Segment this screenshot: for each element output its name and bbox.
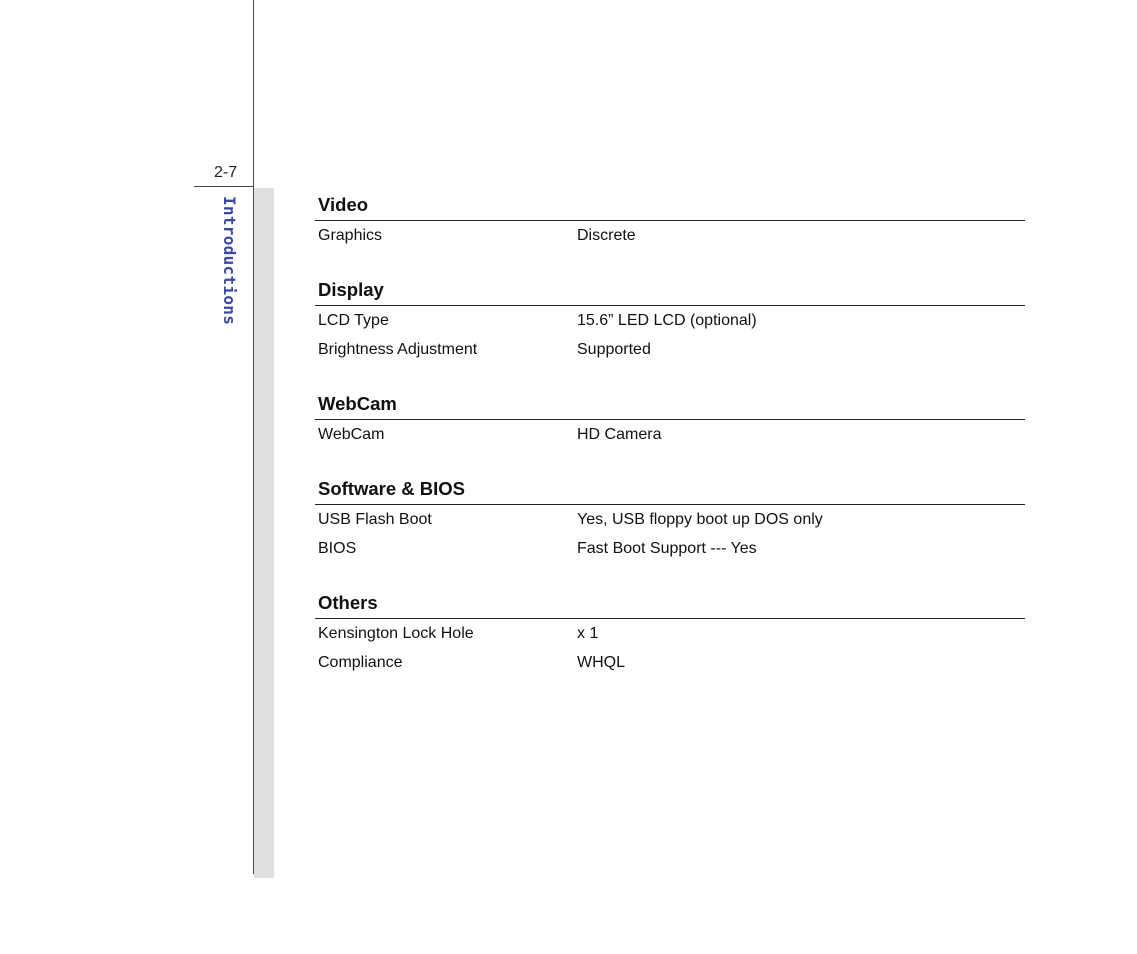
spec-label: Graphics <box>318 227 383 244</box>
spec-value: Discrete <box>577 227 636 244</box>
spec-section-display <box>315 278 1025 364</box>
spec-label: Brightness Adjustment <box>318 341 478 358</box>
spec-content <box>315 193 1025 705</box>
spec-row <box>315 619 1025 648</box>
spec-section-others <box>315 591 1025 677</box>
section-title: WebCam <box>315 392 1025 420</box>
spec-label: BIOS <box>318 540 357 557</box>
spec-value: WHQL <box>577 654 625 671</box>
spec-value: 15.6” LED LCD (optional) <box>577 312 757 329</box>
page-number: 2-7 <box>214 164 238 181</box>
section-title: Software & BIOS <box>315 477 1025 505</box>
spec-row <box>315 221 1025 250</box>
spec-row <box>315 420 1025 449</box>
spec-label: WebCam <box>318 426 385 443</box>
spec-label: Compliance <box>318 654 403 671</box>
spec-value: Supported <box>577 341 651 358</box>
spec-row <box>315 648 1025 677</box>
spec-section-webcam <box>315 392 1025 449</box>
spec-label: USB Flash Boot <box>318 511 432 528</box>
spec-label: Kensington Lock Hole <box>318 625 474 642</box>
spec-value: HD Camera <box>577 426 662 443</box>
chapter-label: Introductions <box>220 196 239 326</box>
section-title: Video <box>315 193 1025 221</box>
spec-row <box>315 505 1025 534</box>
section-title: Display <box>315 278 1025 306</box>
spec-row <box>315 335 1025 364</box>
spec-value: Fast Boot Support --- Yes <box>577 540 757 557</box>
page-number-rule <box>194 186 254 187</box>
section-title: Others <box>315 591 1025 619</box>
spec-value: x 1 <box>577 625 599 642</box>
spec-label: LCD Type <box>318 312 389 329</box>
spec-section-video <box>315 193 1025 250</box>
side-band <box>254 188 274 878</box>
spec-value: Yes, USB floppy boot up DOS only <box>577 511 823 528</box>
spec-row <box>315 534 1025 563</box>
spec-row <box>315 306 1025 335</box>
spec-section-software-bios <box>315 477 1025 563</box>
